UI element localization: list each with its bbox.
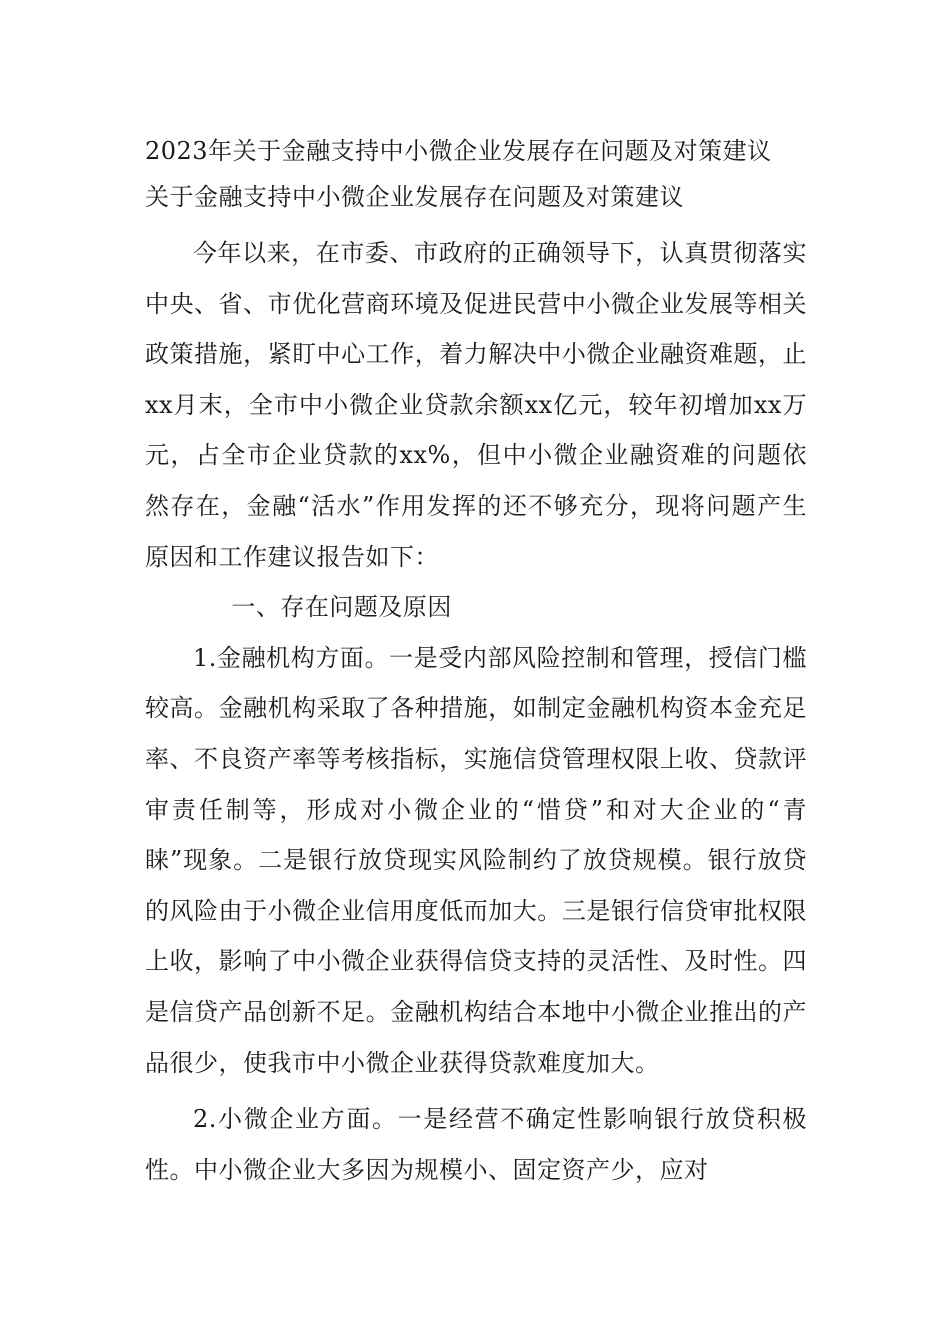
section-heading: 一、存在问题及原因 — [231, 593, 452, 622]
document-body — [145, 128, 807, 1195]
document-title: 2023年关于金融支持中小微企业发展存在问题及对策建议 — [145, 137, 772, 165]
paragraph-financial-institutions: 1.金融机构方面。一是受内部风险控制和管理，授信门槛较高。金融机构采取了各种措施，如制定金融机构资本金充足率、不良资产率等考核指标，实施信贷管理权限上收、贷款评审责任制等，形成对小微企业的“惜贷”和对大企业的“青睐”现象。二是银行放贷现实风险制约了放贷规模。银行放贷的风险由于小微企业信用度低而加大。三是银行信贷审批权限上收，影响了中小微企业获得信贷支持的灵活性、及时性。四是信贷产品创新不足。金融机构结合本地中小微企业推出的产品很少，使我市中小微企业获得贷款难度加大。 — [145, 643, 807, 1077]
paragraph-small-enterprises: 2.小微企业方面。一是经营不确定性影响银行放贷积极性。中小微企业大多因为规模小、固定资产少，应对 — [145, 1105, 807, 1184]
document-subtitle: 关于金融支持中小微企业发展存在问题及对策建议 — [145, 183, 684, 211]
paragraph-intro: 今年以来，在市委、市政府的正确领导下，认真贯彻落实中央、省、市优化营商环境及促进民营中小微企业发展等相关政策措施，紧盯中心工作，着力解决中小微企业融资难题，止xx月末，全市中小微企业贷款余额xx亿元，较年初增加xx万元，占全市企业贷款的xx%，但中小微企业融资难的问题依然存在，金融“活水”作用发挥的还不够充分，现将问题产生原因和工作建议报告如下： — [145, 239, 807, 571]
